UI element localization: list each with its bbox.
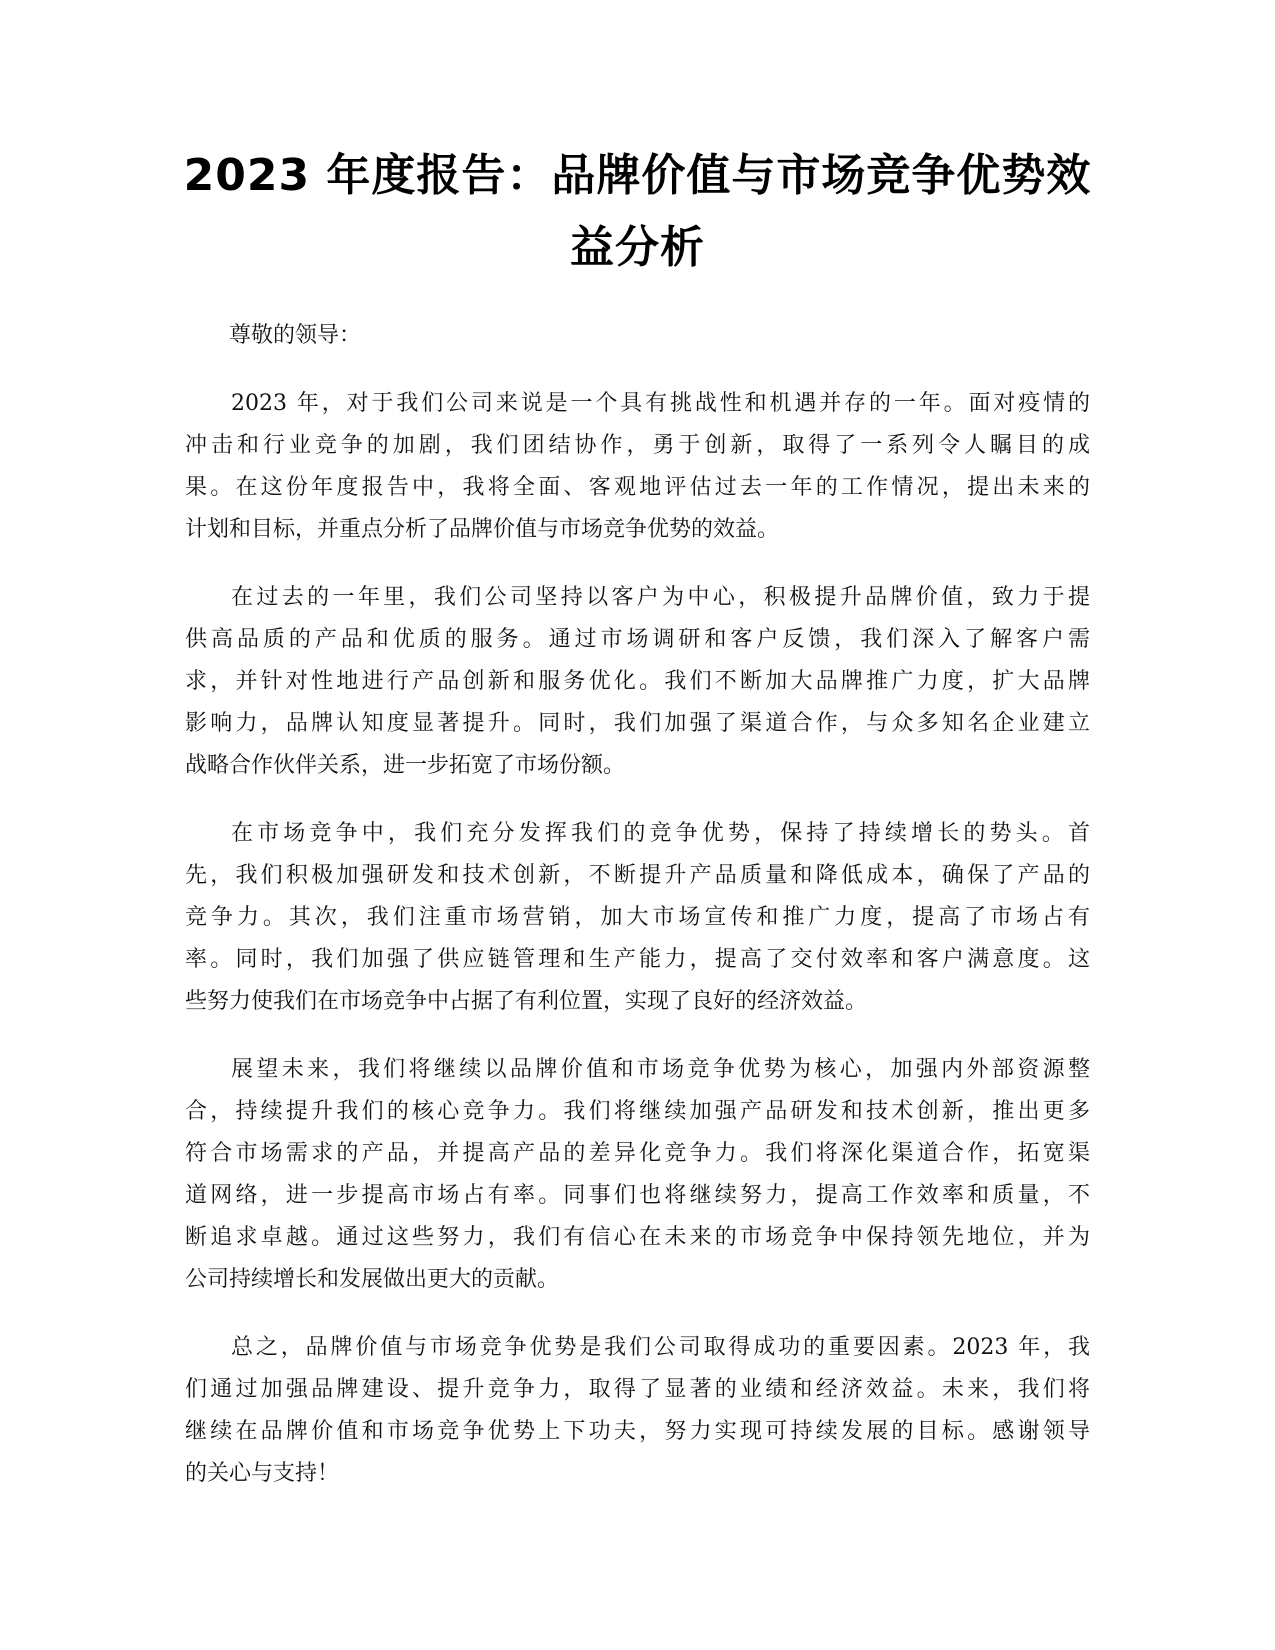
paragraph-1 bbox=[185, 383, 1090, 551]
paragraph-line: 在市场竞争中，我们充分发挥我们的竞争优势，保持了持续增长的势头。首 bbox=[231, 821, 1090, 846]
paragraph-line: 道网络，进一步提高市场占有率。同事们也将继续努力，提高工作效率和质量，不 bbox=[185, 1183, 1090, 1208]
paragraph-line: 们通过加强品牌建设、提升竞争力，取得了显著的业绩和经济效益。未来，我们将 bbox=[185, 1377, 1090, 1402]
paragraph-line: 总之，品牌价值与市场竞争优势是我们公司取得成功的重要因素。2023 年，我 bbox=[231, 1335, 1090, 1360]
paragraph-line: 先，我们积极加强研发和技术创新，不断提升产品质量和降低成本，确保了产品的 bbox=[185, 863, 1090, 888]
title-line: 益分析 bbox=[570, 222, 705, 273]
paragraph-line: 率。同时，我们加强了供应链管理和生产能力，提高了交付效率和客户满意度。这 bbox=[185, 947, 1090, 972]
paragraph-line: 供高品质的产品和优质的服务。通过市场调研和客户反馈，我们深入了解客户需 bbox=[185, 627, 1090, 652]
paragraph-4 bbox=[185, 1049, 1090, 1301]
paragraph-line: 战略合作伙伴关系，进一步拓宽了市场份额。 bbox=[185, 753, 626, 778]
document-body bbox=[185, 315, 1090, 1521]
paragraph-line: 断追求卓越。通过这些努力，我们有信心在未来的市场竞争中保持领先地位，并为 bbox=[185, 1225, 1090, 1250]
paragraph-line: 2023 年，对于我们公司来说是一个具有挑战性和机遇并存的一年。面对疫情的 bbox=[231, 391, 1090, 416]
paragraph-line: 竞争力。其次，我们注重市场营销，加大市场宣传和推广力度，提高了市场占有 bbox=[185, 905, 1090, 930]
paragraph-line: 冲击和行业竞争的加剧，我们团结协作，勇于创新，取得了一系列令人瞩目的成 bbox=[185, 433, 1090, 458]
title-line: 2023 年度报告：品牌价值与市场竞争优势效 bbox=[183, 150, 1092, 201]
paragraph-line: 的关心与支持！ bbox=[185, 1461, 340, 1486]
paragraph-line: 影响力，品牌认知度显著提升。同时，我们加强了渠道合作，与众多知名企业建立 bbox=[185, 711, 1090, 736]
paragraph-3 bbox=[185, 813, 1090, 1023]
paragraph-line: 计划和目标，并重点分析了品牌价值与市场竞争优势的效益。 bbox=[185, 517, 780, 542]
paragraph-line: 求，并针对性地进行产品创新和服务优化。我们不断加大品牌推广力度，扩大品牌 bbox=[185, 669, 1090, 694]
paragraph-line: 展望未来，我们将继续以品牌价值和市场竞争优势为核心，加强内外部资源整 bbox=[231, 1057, 1090, 1082]
paragraph-line: 符合市场需求的产品，并提高产品的差异化竞争力。我们将深化渠道合作，拓宽渠 bbox=[185, 1141, 1090, 1166]
paragraph-5 bbox=[185, 1327, 1090, 1495]
paragraph-line: 果。在这份年度报告中，我将全面、客观地评估过去一年的工作情况，提出未来的 bbox=[185, 475, 1090, 500]
paragraph-2 bbox=[185, 577, 1090, 787]
salutation: 尊敬的领导： bbox=[229, 323, 362, 348]
paragraph-line: 在过去的一年里，我们公司坚持以客户为中心，积极提升品牌价值，致力于提 bbox=[231, 585, 1090, 610]
paragraph-line: 继续在品牌价值和市场竞争优势上下功夫，努力实现可持续发展的目标。感谢领导 bbox=[185, 1419, 1090, 1444]
document-title bbox=[175, 140, 1100, 284]
paragraph-line: 公司持续增长和发展做出更大的贡献。 bbox=[185, 1267, 560, 1292]
paragraph-line: 合，持续提升我们的核心竞争力。我们将继续加强产品研发和技术创新，推出更多 bbox=[185, 1099, 1090, 1124]
paragraph-line: 些努力使我们在市场竞争中占据了有利位置，实现了良好的经济效益。 bbox=[185, 989, 868, 1014]
